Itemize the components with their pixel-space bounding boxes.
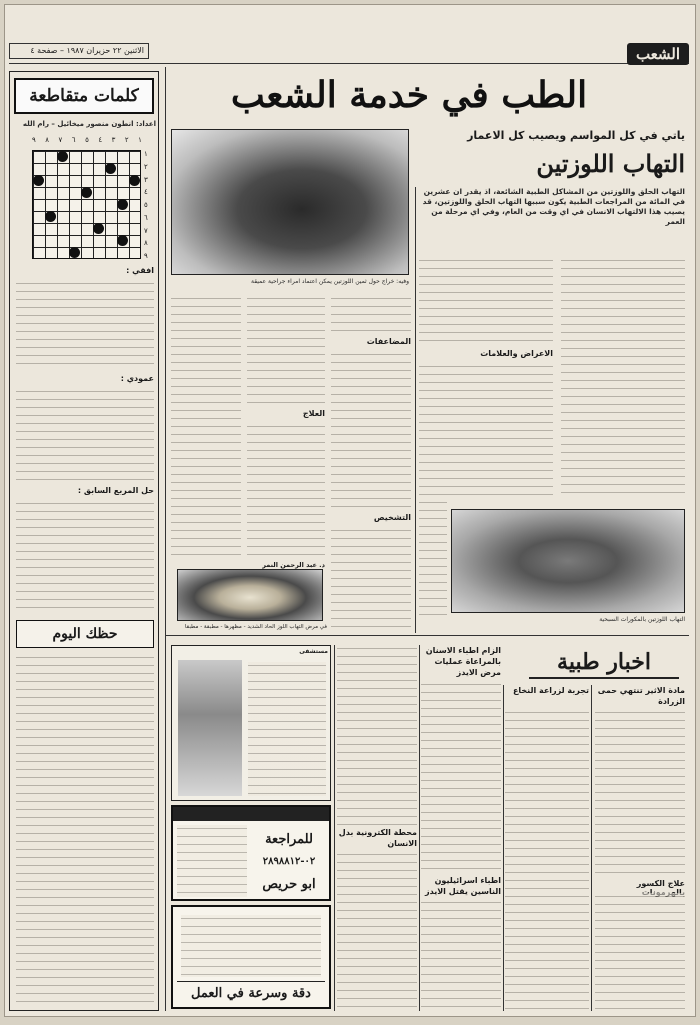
crossword-grid[interactable]	[32, 150, 141, 259]
ad-photo	[178, 660, 242, 796]
date-bar	[9, 43, 149, 59]
news-item-4-body	[337, 851, 417, 1011]
crossword-panel	[9, 71, 159, 1011]
tonsil-photo-3	[177, 569, 323, 621]
article-col-3	[419, 363, 553, 497]
feature-title: التهاب اللوزتين	[536, 149, 685, 178]
news-item-5-body	[421, 899, 501, 1011]
date-line: الاثنين ٢٢ حزيران ١٩٨٧ – صفحة ٤	[30, 46, 144, 55]
article-col-8	[171, 295, 241, 561]
news-item-6-title: علاج الكسور	[636, 879, 685, 888]
divider-c	[591, 685, 592, 1011]
top-rule	[9, 63, 689, 64]
article-col-9	[331, 527, 411, 627]
ad-banner-top	[173, 807, 329, 821]
article-col-5	[331, 351, 411, 511]
news-item-2-title: تجربة لزراعة النخاع	[512, 686, 589, 695]
ad-line-2: ٠٢-٢٨٩٨٨١٢	[262, 856, 316, 868]
section-treatment: العلاج	[302, 409, 325, 418]
photo2-caption: التهاب اللوزتين بالمكورات السبحية	[599, 616, 685, 623]
solution-text	[16, 500, 154, 615]
ad-line-3: ابو حريص	[262, 877, 316, 893]
news-item-5-title: اطباء اسرائيليون الناسين يقتل الايدز	[424, 876, 501, 896]
tonsil-photo-1	[171, 129, 409, 275]
divider-d	[503, 685, 504, 1011]
news-item-2-body	[505, 709, 589, 1011]
news-item-1-title: مادة الاثير تنتهي حمى الزرادة	[597, 686, 685, 706]
ad-line-1: للمراجعة	[265, 831, 313, 847]
previous-solution: حل المربع السابق :	[77, 486, 154, 495]
news-item-3-title: الزام اطباء الاسنان بالمراعاة عمليات مرض الايدز	[425, 646, 501, 677]
feature-intro: التهاب الحلق واللوزتين من المشاكل الطبية الشائعة، اذ يقدر ان عشرين في المائة من المراجعات الطبية يكون سببها التهاب الحلق واللوزتين، قد يصيب هذا الالتهاب الانسان في اي وقت من العام، وفي اي مرحلة من العمر	[422, 187, 685, 226]
article-col-6	[247, 295, 325, 407]
down-clues	[16, 388, 154, 483]
section-symptoms: الاعراض والعلامات	[480, 349, 553, 358]
paper-logo: الشعب	[627, 43, 689, 65]
divider-b	[415, 187, 416, 633]
row-numbers: ١ ٢ ٣ ٤ ٥ ٦ ٧ ٨ ٩	[144, 150, 148, 260]
across-label: افقي :	[126, 266, 154, 275]
ad-text	[248, 662, 326, 796]
section-complications: المضاعفات	[366, 337, 411, 346]
divider-e	[419, 645, 420, 1011]
photo1-caption: وفيه: خراج حول ثمين اللوزتين يمكن اعتماد امراء جراحية عميقة	[250, 278, 409, 285]
article-author: د. عبد الرحمن النمر	[262, 561, 325, 569]
news-banner: اخبار طبية	[529, 645, 679, 679]
news-item-6-body	[595, 893, 685, 1011]
down-label: عمودي :	[120, 374, 154, 383]
section-diagnosis: التشخيص	[373, 513, 411, 522]
horoscope-banner: حظك اليوم	[16, 620, 154, 648]
article-col-7	[247, 423, 325, 561]
divider-f	[334, 645, 335, 1011]
col-numbers: ١ ٢ ٣ ٤ ٥ ٦ ٧ ٨ ٩	[32, 136, 142, 144]
divider-a	[165, 67, 166, 1011]
feature-bottom-rule	[165, 635, 689, 636]
feature-headline: الطب في خدمة الشعب	[230, 74, 588, 116]
contact-ad	[171, 805, 331, 901]
ad-contact-block	[253, 827, 325, 897]
photo-ad	[171, 645, 331, 801]
newspaper-page	[4, 4, 696, 1017]
horoscope-text	[16, 654, 154, 1006]
print-ad	[171, 905, 331, 1009]
article-col-1	[561, 257, 685, 497]
across-clues	[16, 280, 154, 370]
article-col-2	[419, 257, 553, 347]
crossword-byline: اعداد: انطون منصور ميخائيل – رام الله	[22, 120, 156, 128]
news-col-4	[337, 645, 417, 825]
crossword-title: كلمات متقاطعة	[14, 78, 154, 114]
feature-kicker: ياتي في كل المواسم ويصيب كل الاعمار	[467, 129, 685, 142]
print-ad-slogan: دقة وسرعة في العمل	[177, 981, 325, 1005]
article-col-10	[419, 499, 447, 619]
article-col-4	[331, 295, 411, 335]
ad-stamp: مستشفى	[299, 648, 328, 655]
photo3-caption: في مرض التهاب اللوز الحاد الشديد - مظهرها - مطبقة - مطبقا	[184, 624, 327, 630]
news-item-4-title: محطة الكترونية بدل الانسان	[338, 828, 417, 848]
news-item-1-body	[595, 709, 685, 877]
ad-left-text	[177, 825, 247, 897]
tonsil-photo-2	[451, 509, 685, 613]
news-item-3-body	[421, 681, 501, 871]
print-ad-text	[181, 915, 321, 977]
